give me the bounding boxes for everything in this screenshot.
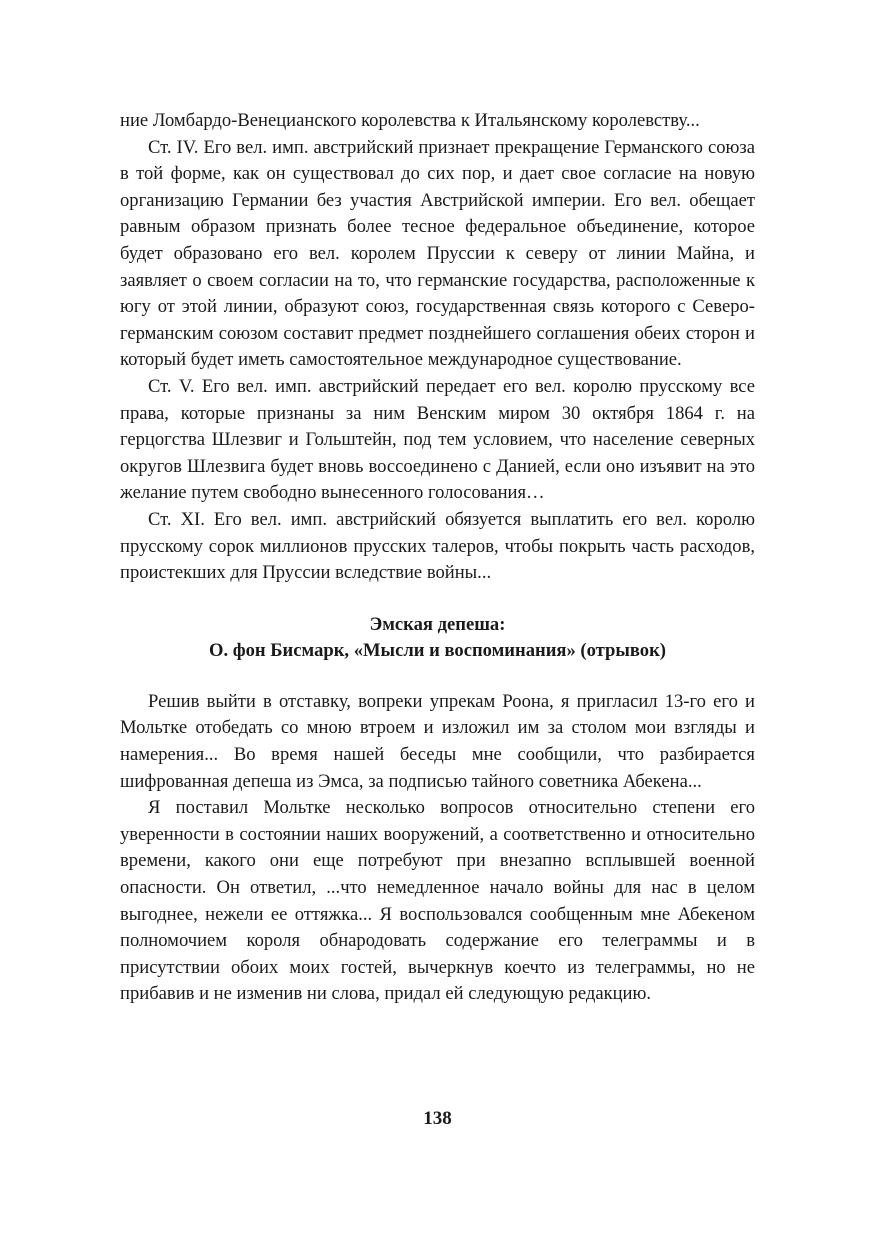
page-number: 138	[423, 1108, 452, 1129]
section-title: Эмская депеша:	[369, 613, 506, 635]
paragraph-bismarck-2: Я поставил Мольтке несколько вопросов относительно степени его уверенности в состоянии наших вооружений, а соответственно и относительно времени, какого они еще потребуют при внезапно всплывшей военной опасности. Он ответил, ...что немедленное начало войны для нас в целом выгоднее, нежели ее оттяжка... Я воспользовался сообщенным мне Абекеном полномочием короля обнародовать содержание его телеграммы и в присутствии обоих моих гостей, вычеркнув коечто из телеграммы, но не прибавив и не изменив ни слова, придал ей следующую редакцию.	[120, 797, 755, 1005]
section-heading	[120, 612, 755, 665]
page-body	[120, 108, 755, 1008]
paragraph-bismarck-1: Решив выйти в отставку, вопреки упрекам Роона, я пригласил 13-го его и Мольтке отобедать со мною втроем и изложил им за столом мои взгляды и намерения... Во время нашей беседы мне сообщили, что разбирается шифрованная депеша из Эмса, за подписью тайного советника Абекена...	[120, 690, 755, 792]
paragraph-article-5: Ст. V. Его вел. имп. австрийский передает его вел. королю прусскому все права, которые признаны за ним Венским миром 30 октября 1864 г. на герцогства Шлезвиг и Гольштейн, под тем условием, что население северных округов Шлезвига будет вновь воссоединено с Данией, если оно изъявит на это желание путем свободно вынесенного голосования…	[120, 375, 755, 504]
paragraph-article-4: Ст. IV. Его вел. имп. австрийский признает прекращение Германского союза в той форме, как он существовал до сих пор, и дает свое согласие на новую организацию Германии без участия Австрийской империи. Его вел. обещает равным образом признать более тесное федеральное объединение, которое будет образовано его вел. королем Пруссии к северу от линии Майна, и заявляет о своем согласии на то, что германские государства, расположенные к югу от этой линии, образуют союз, государственная связь которого с Северо-германским союзом составит предмет позднейшего соглашения обеих сторон и который будет иметь самостоятельное международное существование.	[120, 136, 755, 371]
section-subtitle: О. фон Бисмарк, «Мысли и воспоминания» (отрывок)	[208, 640, 667, 662]
paragraph-article-11: Ст. XI. Его вел. имп. австрийский обязуется выплатить его вел. королю прусскому сорок миллионов прусских талеров, чтобы покрыть часть расходов, проистекших для Пруссии вследствие войны...	[120, 508, 755, 584]
paragraph-continuation: ние Ломбардо-Венецианского королевства к Итальянскому королевству...	[120, 110, 700, 131]
